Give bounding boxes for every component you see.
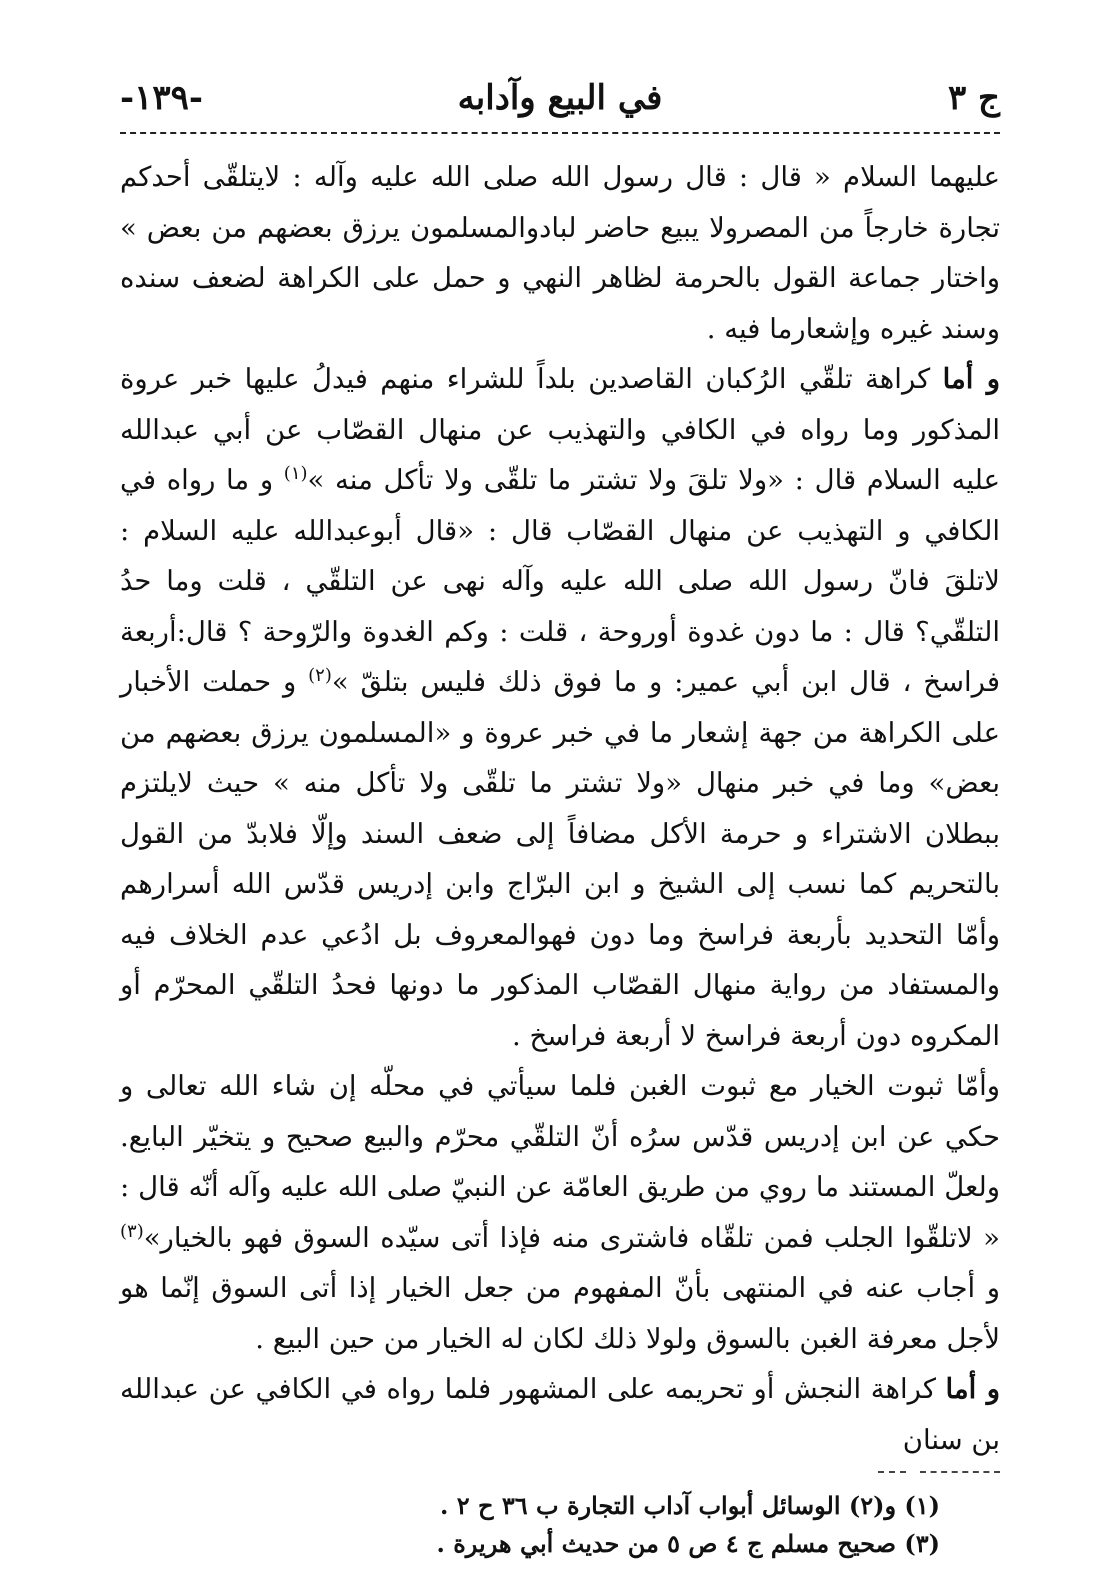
footnote-reference: (١) — [283, 462, 308, 484]
volume-label: ج ٣ — [947, 78, 1000, 118]
paragraph — [120, 152, 1000, 354]
footnote-reference: (٣) — [120, 1220, 144, 1242]
header-divider — [120, 132, 1000, 134]
text-segment: كراهة النجش أو تحريمه على المشهور فلما رواه في الكافي عن عبدالله بن سنان — [120, 1373, 1000, 1456]
text-segment: و حملت الأخبار على الكراهة من جهة إشعار ما في خبر عروة و «المسلمون يرزق بعضهم من بعض» وما في خبر منهال «ولا تشتر ما تلقّى ولا تأكل منه » حيث لايلتزم ببطلان الاشتراء و حرمة الأكل مضافاً إلى ضعف السند وإلّا فلابدّ من القول بالتحريم كما نسب إلى الشيخ و ابن البرّاج وابن إدريس قدّس الله أسرارهم وأمّا التحديد بأربعة فراسخ وما دون فهوالمعروف بل ادُعي عدم الخلاف فيه والمستفاد من رواية منهال القصّاب المذكور ما دونها فحدُ التلقّي المحرّم أو المكروه دون أربعة فراسخ لا أربعة فراسخ . — [120, 666, 1000, 1052]
text-segment: وأمّا ثبوت الخيار مع ثبوت الغبن فلما سيأتي في محلّه إن شاء الله تعالى و حكي عن ابن إدريس قدّس سرُه أنّ التلقّي محرّم والبيع صحيح و يتخيّر البايع. ولعلّ المستند ما روي من طريق العامّة عن النبيّ صلى الله عليه وآله أنّه قال : « لاتلقّوا الجلب فمن تلقّاه فاشترى منه فإذا أتى سيّده السوق فهو بالخيار» — [120, 1070, 1000, 1254]
paragraph-lead: و أما — [945, 1373, 1000, 1405]
text-segment: و ما رواه في الكافي و التهذيب عن منهال القصّاب قال : «قال أبوعبدالله عليه السلام : لاتلقَ فانّ رسول الله صلى الله عليه وآله نهى عن التلقّي ، قلت وما حدُ التلقّي؟ قال : ما دون غدوة أوروحة ، قلت : وكم الغدوة والرّوحة ؟ قال:أربعة فراسخ ، قال ابن أبي عمير: و ما فوق ذلك فليس بتلقّ » — [120, 464, 1000, 698]
page-number: -١٣٩- — [120, 78, 204, 118]
paragraph-lead: و أما — [942, 363, 1000, 395]
text-segment: كراهة تلقّي الرُكبان القاصدين بلداً للشراء منهم فيدلُ عليها خبر عروة المذكور وما رواه في الكافي والتهذيب عن منهال القصّاب عن أبي عبدالله عليه السلام قال : «ولا تلقَ ولا تشتر ما تلقّى ولا تأكل منه » — [120, 363, 1001, 496]
paragraph — [120, 1364, 1000, 1465]
footnote-reference: (٢) — [308, 664, 332, 686]
text-segment: و أجاب عنه في المنتهى بأنّ المفهوم من جعل الخيار إذا أتى السوق إنّما هو لأجل معرفة الغبن بالسوق ولولا ذلك لكان له الخيار من حين البيع . — [120, 1272, 1000, 1355]
footnote-entry: (٣) صحيح مسلم ج ٤ ص ٥ من حديث أبي هريرة . — [436, 1529, 940, 1558]
book-page — [120, 70, 1000, 1563]
page-header — [120, 70, 1000, 126]
footnotes — [120, 1487, 1000, 1563]
paragraph — [120, 354, 1000, 1061]
footnote-divider — [120, 1471, 1000, 1473]
footnote-entry: (١) و(٢) الوسائل أبواب آداب التجارة ب ٣٦ ح ٢ . — [440, 1491, 940, 1520]
main-text — [120, 152, 1000, 1465]
text-segment: عليهما السلام « قال : قال رسول الله صلى الله عليه وآله : لايتلقّى أحدكم تجارة خارجاً من المصرولا يبيع حاضر لبادوالمسلمون يرزق بعضهم من بعض » واختار جماعة القول بالحرمة لظاهر النهي و حمل على الكراهة لضعف سنده وسند غيره وإشعارما فيه . — [120, 161, 1000, 345]
paragraph — [120, 1061, 1000, 1364]
chapter-title: في البيع وآدابه — [457, 78, 663, 118]
